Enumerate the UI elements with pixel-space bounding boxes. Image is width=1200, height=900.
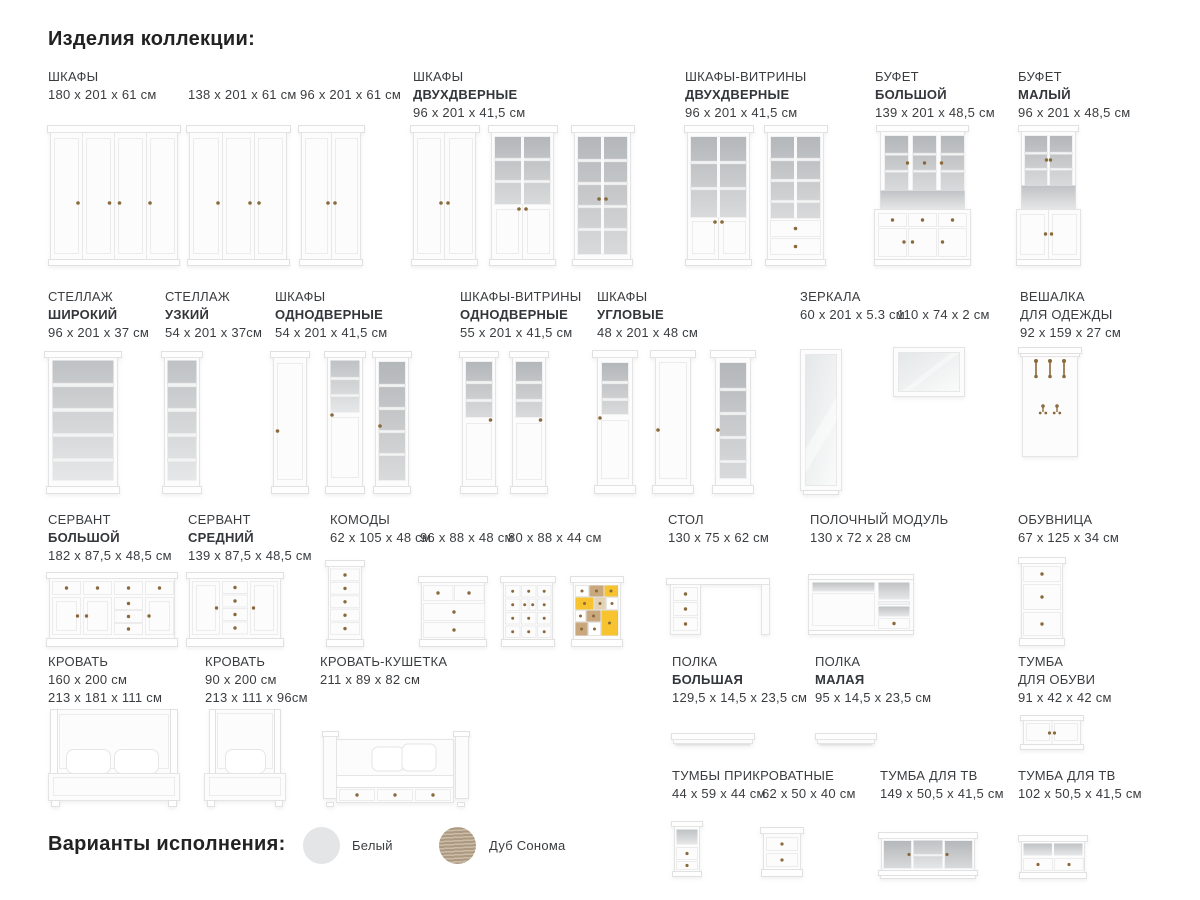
name-bed-single: КРОВАТЬ [205,654,266,669]
illus-vitrine-2door-halfglass-image [684,125,754,266]
dims-nightstands-0: 44 x 59 x 44 см [672,786,766,801]
illus-shelf-module-image [808,574,914,635]
dims-shoe-stand: 91 x 42 x 42 см [1018,690,1112,705]
illus-dresser-multidrawer-image [500,576,556,647]
dims-dressers-2: 80 x 88 x 44 см [508,530,602,545]
name-tv-stand-big: ТУМБА ДЛЯ ТВ [880,768,978,783]
illus-bed-single-image [204,709,286,807]
dims-sideboard-big: 182 x 87,5 x 48,5 см [48,548,172,563]
name-wardrobes-1door: ШКАФЫ [275,289,326,304]
name-mirrors: ЗЕРКАЛА [800,289,861,304]
illus-cabinet-2door-halfglass-image [488,125,558,266]
dims-bed-single-0: 90 x 200 см [205,672,277,687]
illus-buffet-big-image [874,125,972,266]
illus-sideboard-big-image [46,572,178,647]
dims-shelf-module: 130 x 72 x 28 см [810,530,912,545]
illus-shelf-big-image [671,733,755,748]
name-shoe-stand: ТУМБА [1018,654,1064,669]
illus-nightstand-open-image [671,821,703,877]
illus-mirror-tall-image [800,349,842,496]
name-sideboard-mid: СЕРВАНТ [188,512,251,527]
qual-vitrine-2door: ДВУХДВЕРНЫЕ [685,87,790,102]
qual-sideboard-big: БОЛЬШОЙ [48,530,120,545]
dims-wardrobes-2door: 96 x 201 x 41,5 см [413,105,526,120]
dims-mirrors-1: 110 x 74 x 2 см [897,307,990,322]
variant-label-white: Белый [352,838,393,853]
illus-wardrobe-4door-image [47,125,181,266]
name-desk: СТОЛ [668,512,704,527]
qual-shelf-big: БОЛЬШАЯ [672,672,744,687]
dims-coat-rack: 92 x 159 x 27 см [1020,325,1122,340]
dims-tv-stand-small: 102 x 50,5 x 41,5 см [1018,786,1142,801]
illus-shelf-small-image [815,733,877,748]
name-wardrobes-corner: ШКАФЫ [597,289,648,304]
illus-buffet-small-image [1016,125,1082,266]
name-bed-double: КРОВАТЬ [48,654,109,669]
illus-mirror-rect-image [893,347,965,397]
name2-coat-rack: ДЛЯ ОДЕЖДЫ [1020,307,1113,322]
qual-buffet-big: БОЛЬШОЙ [875,87,947,102]
name-vitrine-2door: ШКАФЫ-ВИТРИНЫ [685,69,807,84]
qual-shelving-narrow: УЗКИЙ [165,307,210,322]
qual-sideboard-mid: СРЕДНИЙ [188,530,254,545]
name-shelf-small: ПОЛКА [815,654,861,669]
dims-vitrine-2door: 96 x 201 x 41,5 см [685,105,798,120]
dims-wardrobes-1door: 54 x 201 x 41,5 см [275,325,388,340]
illus-cabinet-1door-glass-image [372,351,412,494]
illus-cabinet-1door-opentop-image [324,351,366,494]
illus-wardrobe-2door-image [298,125,365,266]
name-wardrobes-2door: ШКАФЫ [413,69,464,84]
illus-cabinet-2door-glass-image [571,125,635,266]
illus-sideboard-mid-image [186,572,284,647]
dims-daybed: 211 x 89 x 82 см [320,672,421,687]
illus-cabinet-1door-solid-image [270,351,310,494]
name-wardrobes: ШКАФЫ [48,69,99,84]
illus-dresser-colored-image [570,576,624,647]
qual-wardrobes-2door: ДВУХДВЕРНЫЕ [413,87,518,102]
name-tv-stand-small: ТУМБА ДЛЯ ТВ [1018,768,1116,783]
illus-vitrine-1door-b-image [509,351,549,494]
qual-shelving-wide: ШИРОКИЙ [48,307,118,322]
qual-vitrine-1door: ОДНОДВЕРНЫЕ [460,307,569,322]
swatch-oak-sonoma [439,827,476,864]
dims-bed-double-1: 213 x 181 x 111 см [48,690,163,705]
illus-vitrine-1door-a-image [459,351,499,494]
illus-desk-image [666,578,770,640]
illus-dresser-tall-image [325,560,365,647]
dims-mirrors-0: 60 x 201 x 5.3 см [800,307,905,322]
dims-desk: 130 x 75 x 62 см [668,530,770,545]
illus-bed-double-image [48,709,180,807]
name-buffet-big: БУФЕТ [875,69,919,84]
name-vitrine-1door: ШКАФЫ-ВИТРИНЫ [460,289,582,304]
dims-tv-stand-big: 149 x 50,5 x 41,5 см [880,786,1004,801]
variants-title: Варианты исполнения: [48,833,286,855]
name-shelf-module: ПОЛОЧНЫЙ МОДУЛЬ [810,512,949,527]
illus-tv-stand-small-image [1018,835,1088,879]
dims-dressers-0: 62 x 105 x 48 см [330,530,432,545]
qual-wardrobes-corner: УГЛОВЫЕ [597,307,664,322]
illus-daybed-image [322,731,470,807]
illus-corner-cabinet-glass-image [710,350,756,495]
name-sideboard-big: СЕРВАНТ [48,512,111,527]
name2-shoe-stand: ДЛЯ ОБУВИ [1018,672,1096,687]
illus-tv-stand-big-image [878,832,978,879]
illus-bookcase-narrow-image [161,351,203,494]
qual-shelf-small: МАЛАЯ [815,672,865,687]
name-coat-rack: ВЕШАЛКА [1020,289,1085,304]
dims-wardrobes-2: 96 x 201 x 61 см [300,87,402,102]
illus-wardrobe-3door-image [186,125,291,266]
swatch-white [303,827,340,864]
illus-cabinet-2door-solid-image [410,125,480,266]
name-shelving-narrow: СТЕЛЛАЖ [165,289,231,304]
qual-wardrobes-1door: ОДНОДВЕРНЫЕ [275,307,384,322]
illus-vitrine-2door-drawers-image [764,125,828,266]
illus-nightstand-2drawer-image [760,827,804,877]
dims-nightstands-1: 62 x 50 x 40 см [762,786,856,801]
variant-label-oak-sonoma: Дуб Сонома [489,838,566,853]
dims-vitrine-1door: 55 x 201 x 41,5 см [460,325,573,340]
name-dressers: КОМОДЫ [330,512,391,527]
dims-wardrobes-corner: 48 x 201 x 48 см [597,325,699,340]
name-shoe-cabinet-tall: ОБУВНИЦА [1018,512,1093,527]
dims-sideboard-mid: 139 x 87,5 x 48,5 см [188,548,312,563]
dims-wardrobes-0: 180 x 201 x 61 см [48,87,157,102]
dims-shelf-big: 129,5 x 14,5 x 23,5 см [672,690,808,705]
illus-shoe-cabinet-tall-image [1018,557,1066,646]
illus-coat-rack-image [1018,347,1082,461]
illus-dresser-4drawer-image [418,576,488,647]
illus-bookcase-wide-image [44,351,122,494]
dims-dressers-1: 96 x 88 x 48 см [420,530,514,545]
dims-buffet-big: 139 x 201 x 48,5 см [875,105,995,120]
illus-corner-cabinet-solid-image [650,350,696,495]
dims-wardrobes-1: 138 x 201 x 61 см [188,87,297,102]
qual-buffet-small: МАЛЫЙ [1018,87,1071,102]
illus-corner-cabinet-glass-top-image [592,350,638,495]
dims-shoe-cabinet-tall: 67 x 125 x 34 см [1018,530,1120,545]
name-nightstands: ТУМБЫ ПРИКРОВАТНЫЕ [672,768,835,783]
dims-bed-single-1: 213 x 111 x 96см [205,690,308,705]
page-title: Изделия коллекции: [48,28,256,50]
dims-bed-double-0: 160 x 200 см [48,672,128,687]
illus-shoe-stand-wall-image [1020,715,1084,751]
name-buffet-small: БУФЕТ [1018,69,1062,84]
name-daybed: КРОВАТЬ-КУШЕТКА [320,654,448,669]
name-shelf-big: ПОЛКА [672,654,718,669]
dims-shelf-small: 95 x 14,5 x 23,5 см [815,690,932,705]
dims-shelving-narrow: 54 x 201 x 37см [165,325,263,340]
dims-shelving-wide: 96 x 201 x 37 см [48,325,150,340]
dims-buffet-small: 96 x 201 x 48,5 см [1018,105,1131,120]
name-shelving-wide: СТЕЛЛАЖ [48,289,114,304]
